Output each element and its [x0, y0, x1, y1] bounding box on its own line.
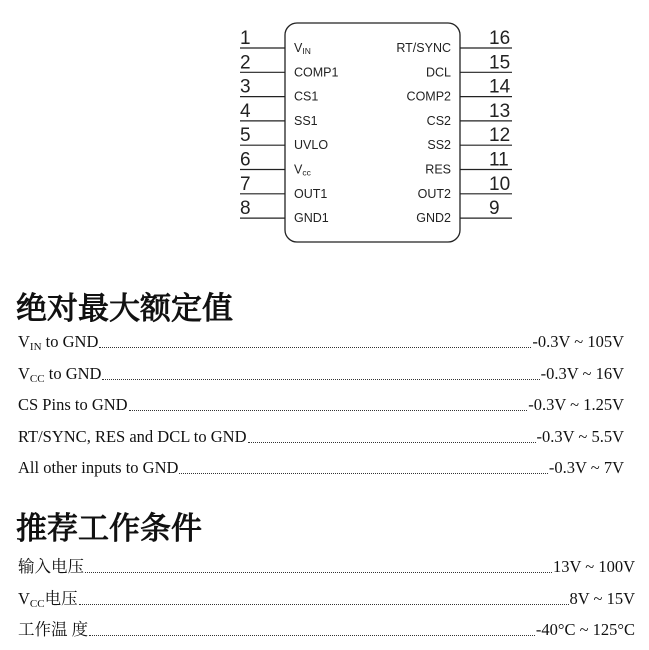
dotted-leader — [129, 410, 528, 411]
pin-number: 5 — [240, 125, 251, 147]
spec-row — [18, 395, 624, 415]
pin-number: 13 — [489, 100, 511, 122]
left-pin — [240, 28, 311, 56]
recommended-title: 推荐工作条件 — [16, 511, 202, 547]
pin-number: 2 — [240, 52, 251, 74]
pin-name: GND1 — [294, 211, 329, 226]
left-pin — [240, 52, 339, 79]
abs-max-title: 绝对最大额定值 — [16, 291, 233, 327]
right-pin — [425, 150, 512, 177]
right-pin — [407, 77, 512, 104]
spec-value: -40°C ~ 125°C — [535, 620, 635, 639]
spec-label-main: All other inputs to GND — [18, 458, 179, 477]
spec-label — [18, 616, 88, 640]
right-pin — [427, 101, 512, 128]
pin-name: VIN — [294, 41, 311, 56]
spec-label-subscript: CC — [29, 372, 45, 385]
spec-label — [18, 553, 84, 577]
pin-number: 12 — [489, 125, 511, 147]
pin-number: 9 — [489, 198, 500, 220]
spec-label-main: V — [18, 588, 30, 608]
spec-row — [18, 585, 635, 609]
pin-number: 10 — [489, 173, 511, 195]
spec-label — [18, 364, 101, 384]
spec-row — [18, 553, 635, 577]
pin-number: 3 — [240, 76, 251, 98]
pin-number: 11 — [489, 149, 509, 171]
spec-label-subscript: IN — [29, 341, 42, 353]
left-pin — [240, 174, 327, 201]
dotted-leader — [248, 442, 536, 443]
spec-row — [18, 458, 624, 478]
dotted-leader — [99, 347, 531, 348]
pin-number: 14 — [489, 76, 511, 98]
spec-row — [18, 332, 624, 352]
pin-name: CS1 — [294, 89, 319, 104]
dotted-leader — [89, 635, 535, 636]
dotted-leader — [79, 604, 569, 605]
pin-name: SS2 — [427, 138, 451, 153]
spec-label — [18, 458, 178, 478]
pin-name: COMP1 — [294, 65, 339, 80]
left-pin — [240, 101, 318, 128]
left-pin — [240, 77, 318, 104]
pin-number: 1 — [240, 28, 251, 49]
ic-package-body — [285, 23, 460, 242]
pin-name: RES — [425, 162, 451, 177]
spec-label-rest: to GND — [44, 363, 102, 383]
left-pin — [240, 150, 312, 178]
spec-label-main: RT/SYNC, RES and DCL to GND — [18, 426, 247, 446]
pin-number: 6 — [240, 149, 251, 171]
spec-label-main: 输入电压 — [18, 557, 84, 576]
spec-value: 13V ~ 100V — [553, 557, 635, 576]
spec-label — [18, 332, 98, 352]
right-pin — [427, 125, 512, 152]
spec-row — [18, 364, 624, 384]
spec-value: -0.3V ~ 7V — [548, 458, 624, 477]
spec-label-rest: 电压 — [44, 588, 78, 608]
spec-row — [18, 616, 635, 640]
pin-number: 8 — [240, 198, 251, 220]
spec-value: -0.3V ~ 105V — [532, 332, 624, 351]
right-pin — [396, 28, 512, 55]
dotted-leader — [102, 379, 539, 380]
spec-label — [18, 427, 247, 447]
pin-name: Vcc — [294, 162, 311, 178]
spec-value: -0.3V ~ 5.5V — [536, 426, 624, 446]
right-pin — [416, 198, 512, 225]
pin-name: SS1 — [294, 113, 318, 128]
spec-label — [18, 585, 78, 609]
pin-name: OUT1 — [294, 186, 328, 201]
spec-value: -0.3V ~ 1.25V — [528, 395, 624, 414]
spec-label-main: CS Pins to GND — [18, 395, 128, 414]
spec-label-subscript: CC — [29, 597, 45, 610]
pin-name: COMP2 — [406, 89, 451, 104]
pin-diagram — [0, 0, 649, 270]
pin-number: 15 — [489, 52, 511, 74]
pin-number: 4 — [240, 100, 251, 122]
left-pin — [240, 125, 328, 152]
right-pin — [418, 174, 512, 201]
spec-label-main: V — [18, 363, 30, 383]
pin-name: GND2 — [416, 211, 451, 226]
spec-row — [18, 427, 624, 447]
spec-label-main: V — [18, 332, 30, 351]
pin-number: 16 — [489, 28, 511, 49]
spec-label-main: 工作温 度 — [18, 620, 89, 639]
spec-value: 8V ~ 15V — [569, 588, 635, 608]
pin-name: DCL — [425, 65, 451, 80]
pin-name: CS2 — [426, 113, 451, 128]
dotted-leader — [179, 473, 547, 474]
pin-name: UVLO — [294, 138, 329, 153]
pin-name: RT/SYNC — [396, 41, 451, 55]
spec-label — [18, 395, 128, 415]
right-pin — [426, 52, 512, 79]
dotted-leader — [85, 572, 552, 573]
spec-label-rest: to GND — [41, 332, 99, 351]
pin-name: OUT2 — [417, 186, 451, 201]
pin-number: 7 — [240, 173, 251, 195]
spec-value: -0.3V ~ 16V — [540, 363, 624, 383]
